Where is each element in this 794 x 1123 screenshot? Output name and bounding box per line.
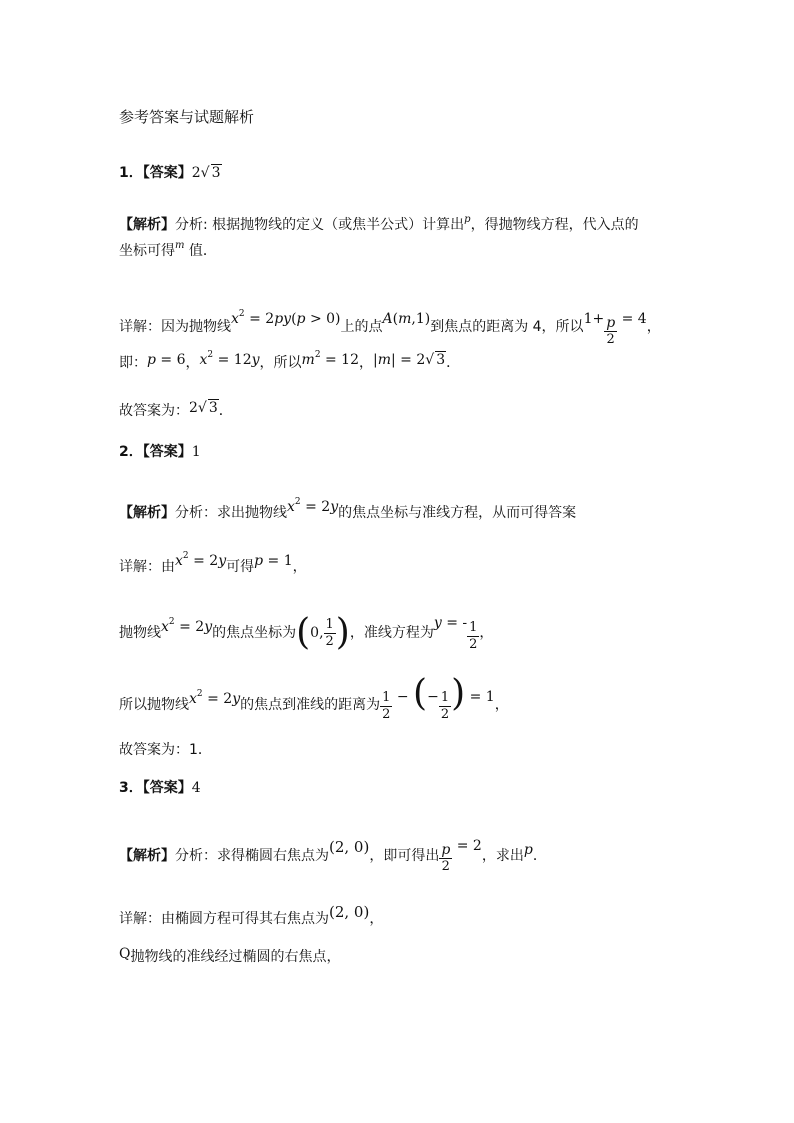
- q3-detail-2: ，: [369, 911, 384, 927]
- q1-line2-1: 即：: [119, 355, 147, 371]
- q2-focus-4: ，: [479, 625, 494, 641]
- q2-focus: 抛物线$x^2 = 2y$的焦点坐标为(0, $\frac{1}{2}$ )，准线方程为y = - $\frac{1}{2}$ ，: [119, 612, 494, 653]
- q1-conclusion-1: 故答案为：: [119, 403, 189, 419]
- q1-analysis-cont: 坐标可得$^m$ 值．: [119, 240, 217, 259]
- q1-detail-4: ，: [646, 319, 661, 335]
- q3-last-glyph: Q: [119, 946, 131, 962]
- q2-analysis: 【解析】分析：求出抛物线$x^2 = 2y$的焦点坐标与准线方程，从而可得答案: [119, 497, 577, 521]
- q2-dist-2: 的焦点到准线的距离为: [240, 697, 381, 713]
- q1-detail-2: 上的点: [340, 319, 383, 335]
- q2-detail-2: 可得: [226, 559, 255, 575]
- q1-conclusion-2: ．: [218, 403, 233, 419]
- q2-focus-1: 抛物线: [119, 625, 161, 641]
- q3-answer-value: 4: [191, 780, 201, 796]
- q3-analysis: 【解析】分析：求得椭圆右焦点为(2, 0)，即可得出 $\frac{p}{2}$ = 2，求出p．: [119, 838, 547, 874]
- q2-analysis-label: 【解析】: [119, 505, 175, 521]
- q1-answer-value: 2√ 3: [191, 165, 221, 181]
- q3-answer: [119, 778, 201, 798]
- q2-analysis-text1: 分析：求出抛物线: [175, 505, 287, 521]
- q1-answer: [119, 163, 222, 183]
- q1-line2-5: ．: [446, 355, 461, 371]
- q1-line2-3: ，所以: [259, 355, 302, 371]
- q3-last: [119, 944, 340, 967]
- q2-detail-3: ，: [292, 559, 307, 575]
- q2-focus-2: 的焦点坐标为: [212, 625, 297, 641]
- q1-analysis: 【解析】分析: 根据抛物线的定义（或焦半公式）计算出$^p$，得抛物线方程，代入点的: [119, 214, 639, 233]
- q3-analysis-text2: ，即可得出: [369, 848, 440, 864]
- q3-analysis-text1: 分析：求得椭圆右焦点为: [175, 848, 329, 864]
- q2-detail-1: 详解：由: [119, 559, 175, 575]
- q2-distance: 所以抛物线$x^2 = 2y$的焦点到准线的距离为 $\frac{1}{2}$ − (− $\frac{1}{2}$ ) = 1，: [119, 673, 509, 722]
- q3-analysis-text4: ．: [532, 848, 547, 864]
- q1-line2-4: ，: [359, 355, 373, 371]
- q2-dist-1: 所以抛物线: [119, 697, 189, 713]
- q2-detail: 详解：由$x^2 = 2y$可得p = 1，: [119, 551, 307, 575]
- q3-detail-1: 详解：由椭圆方程可得其右焦点为: [119, 911, 329, 927]
- q3-detail: 详解：由椭圆方程可得其右焦点为(2, 0)，: [119, 903, 384, 927]
- q1-analysis-text3: 坐标可得: [119, 243, 175, 259]
- q2-focus-3: ，准线方程为: [349, 625, 434, 641]
- q1-line2: 即：p = 6，$x^2 = 12y$，所以$m^2 = 12$，|m| = 2√ 3．: [119, 350, 461, 371]
- q2-answer: [119, 442, 201, 462]
- q2-analysis-text2: 的焦点坐标与准线方程，从而可得答案: [338, 505, 577, 521]
- q2-answer-label: 2．【答案】: [119, 444, 192, 460]
- q2-answer-value: 1: [191, 444, 201, 460]
- q1-analysis-text2: ，得抛物线方程，代入点的: [470, 217, 639, 233]
- q2-dist-3: ，: [494, 697, 509, 713]
- q1-analysis-label: 【解析】: [119, 217, 175, 233]
- q2-conclusion: 故答案为：1．: [119, 742, 212, 758]
- q3-last-text: 抛物线的准线经过椭圆的右焦点，: [130, 949, 341, 965]
- q1-detail-3: 到焦点的距离为 4，所以: [430, 319, 584, 335]
- q1-analysis-text4: 值．: [184, 243, 217, 259]
- q1-line2-2: ，: [185, 355, 200, 371]
- q1-detail: 详解：因为抛物线$x^2 = 2py(p > 0)$上的点A(m,1)到焦点的距离为 4，所以1+ $\frac{p}{2}$ = 4，: [119, 309, 661, 347]
- q3-analysis-label: 【解析】: [119, 848, 175, 864]
- q3-answer-label: 3．【答案】: [119, 780, 192, 796]
- q1-conclusion: 故答案为：2√ 3．: [119, 400, 233, 419]
- q3-analysis-text3: ，求出: [481, 848, 524, 864]
- q1-detail-1: 详解：因为抛物线: [119, 319, 231, 335]
- q1-analysis-text1: 分析: 根据抛物线的定义（或焦半公式）计算出: [175, 217, 465, 233]
- q1-answer-label: 1．【答案】: [119, 165, 192, 181]
- page-title: 参考答案与试题解析: [119, 108, 255, 126]
